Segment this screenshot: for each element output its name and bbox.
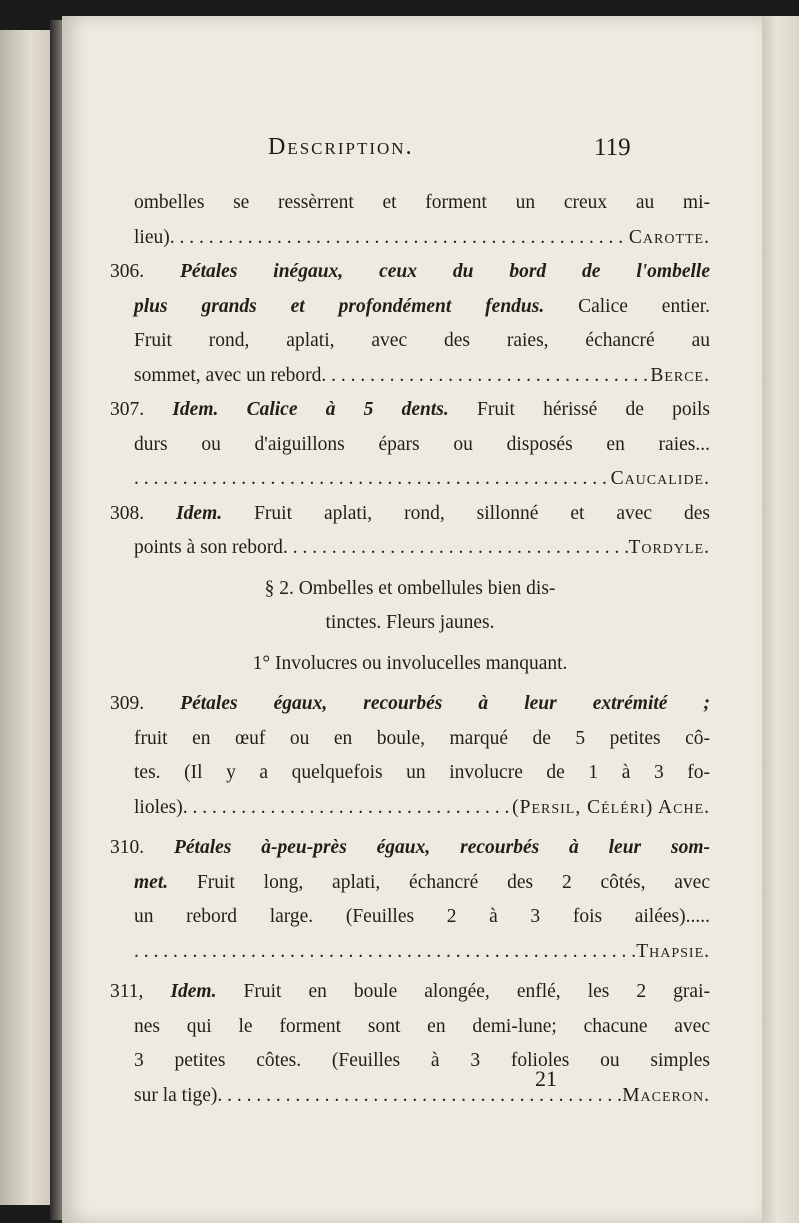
entry-text: Fruit hérissé de poils — [448, 399, 711, 420]
text-line — [110, 324, 710, 359]
line-text: durs ou d'aiguillons épars ou disposés en raies... — [134, 433, 710, 455]
entry-number: 307. — [110, 399, 173, 420]
leader-line — [110, 935, 710, 970]
dot-leader — [170, 221, 629, 256]
dot-leader — [183, 791, 512, 826]
line-text: sur la tige) — [134, 1084, 218, 1106]
text-line — [110, 290, 710, 325]
line-text: fruit en œuf ou en boule, marqué de 5 petites cô- — [134, 727, 710, 749]
entry-number: 311, — [110, 981, 171, 1002]
text-line — [110, 756, 710, 791]
text-line — [110, 1044, 710, 1079]
line-text: Calice entier. — [544, 295, 710, 317]
leader-line — [110, 359, 710, 394]
dot-leader — [134, 462, 611, 497]
dot-leader — [217, 1079, 622, 1114]
plant-name: Carotte. — [628, 226, 710, 248]
facing-page-edge — [0, 30, 50, 1205]
italic-text: met. — [134, 871, 169, 893]
entry-text: Fruit en boule alongée, enflé, les 2 grai- — [216, 981, 710, 1002]
line-text: Fruit rond, aplati, avec des raies, échancré au — [134, 330, 710, 351]
line-text: tes. (Il y a quelquefois un involucre de 1 à 3 fo- — [134, 762, 710, 783]
entry-italic: Idem. — [170, 981, 217, 1002]
dot-leader — [134, 935, 636, 970]
plant-name: Tordyle. — [628, 537, 710, 558]
section-heading-line: tinctes. Fleurs jaunes. — [325, 612, 495, 633]
dot-leader — [283, 531, 629, 566]
text-line — [110, 186, 710, 221]
section-heading-line: § 2. Ombelles et ombellules bien dis- — [264, 577, 556, 599]
page-number: 119 — [594, 134, 631, 161]
entry-italic: Pétales inégaux, ceux du bord de l'ombelle — [180, 261, 710, 282]
line-text: lieu) — [134, 226, 170, 248]
entry-line — [110, 687, 710, 722]
running-head: Description. — [268, 134, 414, 160]
plant-name: Caucalide. — [610, 468, 710, 489]
line-text: points à son rebord — [134, 537, 283, 558]
text-line — [110, 428, 710, 463]
entry-italic: Idem. Calice à 5 dents. — [172, 399, 449, 420]
line-text: sommet, avec un rebord — [134, 364, 322, 386]
entry-number: 309. — [110, 693, 181, 714]
text-line — [110, 866, 710, 901]
plant-name: Berce. — [650, 364, 710, 386]
plant-name: Thapsie. — [636, 940, 710, 962]
line-text: 3 petites côtes. (Feuilles à 3 folioles ou simples — [134, 1050, 710, 1071]
line-text: ombelles se ressèrrent et forment un creux au mi- — [134, 192, 710, 213]
signature-mark: 21 — [535, 1066, 557, 1091]
text-line — [110, 722, 710, 757]
entry-italic: Idem. — [176, 502, 223, 524]
line-text: lioles) — [134, 796, 183, 818]
entry-line — [110, 831, 710, 866]
entry-number: 308. — [110, 502, 177, 524]
leader-line — [110, 791, 710, 826]
dot-leader — [321, 359, 650, 394]
section-heading-line: 1° Involucres ou involucelles manquant. — [252, 652, 568, 674]
entry-number: 310. — [110, 837, 174, 858]
page-header — [62, 134, 762, 166]
entry-italic: Pétales à-peu-près égaux, recourbés à leur som- — [173, 837, 710, 858]
leader-line — [110, 1079, 710, 1114]
line-text: nes qui le forment sont en demi-lune; chacune avec — [134, 1015, 710, 1037]
page-body — [110, 186, 710, 1113]
book-page — [62, 16, 762, 1223]
line-text: un rebord large. (Feuilles 2 à 3 fois ailées)..... — [134, 906, 710, 927]
line-text: Fruit long, aplati, échancré des 2 côtés, avec — [168, 871, 710, 893]
entry-line — [110, 393, 710, 428]
leader-line — [110, 531, 710, 566]
entry-line — [110, 975, 710, 1010]
page-stack-edge — [762, 16, 799, 1223]
text-line — [110, 1010, 710, 1045]
entry-text: Fruit aplati, rond, sillonné et avec des — [222, 502, 711, 524]
plant-name: Maceron. — [622, 1084, 710, 1106]
leader-line — [110, 462, 710, 497]
text-line — [110, 900, 710, 935]
leader-line — [110, 221, 710, 256]
entry-line — [110, 497, 710, 532]
entry-line — [110, 255, 710, 290]
plant-name: (Persil, Céléri) Ache. — [512, 796, 710, 818]
italic-text: plus grands et profondément fendus. — [134, 295, 545, 317]
entry-number: 306. — [110, 261, 181, 282]
entry-italic: Pétales égaux, recourbés à leur extrémité ; — [180, 693, 710, 714]
